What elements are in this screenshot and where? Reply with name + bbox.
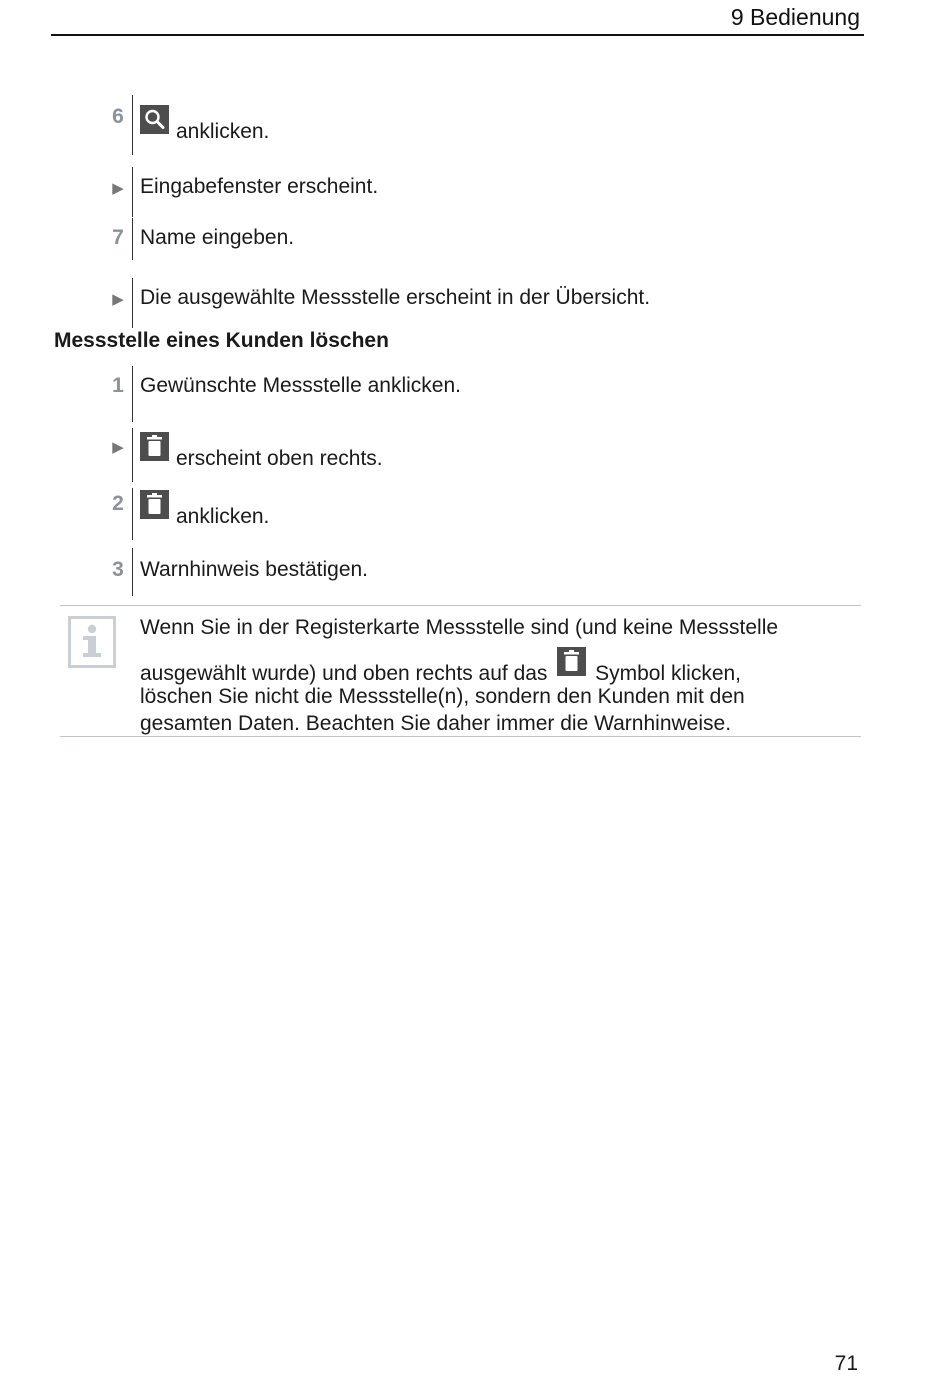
info-icon bbox=[68, 616, 116, 668]
page-number: 71 bbox=[834, 1352, 858, 1375]
step-divider bbox=[132, 95, 133, 155]
trash-icon bbox=[140, 432, 169, 461]
info-line-part: Symbol klicken, bbox=[595, 662, 742, 685]
search-icon bbox=[140, 105, 169, 134]
info-line: löschen Sie nicht die Messstelle(n), sondern den Kunden mit den bbox=[140, 685, 745, 708]
header-divider bbox=[51, 34, 864, 36]
step-text: Eingabefenster erscheint. bbox=[140, 175, 379, 198]
result-arrow-icon: ▶ bbox=[112, 439, 124, 456]
step-number: 1 bbox=[112, 374, 124, 397]
step-text: Warnhinweis bestätigen. bbox=[140, 558, 369, 581]
step-label: erscheint oben rechts. bbox=[176, 447, 383, 470]
chapter-title: 9 Bedienung bbox=[730, 4, 860, 30]
section-heading: Messstelle eines Kunden löschen bbox=[54, 329, 389, 352]
info-text bbox=[140, 614, 855, 737]
info-note bbox=[60, 605, 861, 737]
info-line: Wenn Sie in der Registerkarte Messstelle sind (und keine Messstelle bbox=[140, 616, 779, 639]
step-divider bbox=[132, 167, 133, 217]
result-arrow-icon: ▶ bbox=[112, 291, 124, 308]
step-text: Name eingeben. bbox=[140, 226, 295, 249]
step-divider bbox=[132, 278, 133, 328]
step-label: anklicken. bbox=[176, 505, 270, 528]
step-divider bbox=[132, 428, 133, 482]
step-text: Gewünschte Messstelle anklicken. bbox=[140, 374, 461, 397]
step-text bbox=[140, 432, 383, 470]
trash-icon bbox=[557, 647, 586, 676]
step-text: Die ausgewählte Messstelle erscheint in der Übersicht. bbox=[140, 286, 651, 309]
result-arrow-icon: ▶ bbox=[112, 180, 124, 197]
step-divider bbox=[132, 366, 133, 422]
step-divider bbox=[132, 218, 133, 260]
step-number: 7 bbox=[112, 226, 124, 249]
step-divider bbox=[132, 548, 133, 596]
step-text bbox=[140, 105, 270, 143]
info-line-part: ausgewählt wurde) und oben rechts auf das bbox=[140, 662, 548, 685]
step-number: 2 bbox=[112, 492, 124, 515]
step-label: anklicken. bbox=[176, 120, 270, 143]
step-divider bbox=[132, 488, 133, 540]
info-line: gesamten Daten. Beachten Sie daher immer die Warnhinweise. bbox=[140, 712, 732, 735]
step-text bbox=[140, 490, 270, 528]
info-line bbox=[140, 647, 855, 687]
step-number: 3 bbox=[112, 558, 124, 581]
step-number: 6 bbox=[112, 105, 124, 128]
trash-icon bbox=[140, 490, 169, 519]
